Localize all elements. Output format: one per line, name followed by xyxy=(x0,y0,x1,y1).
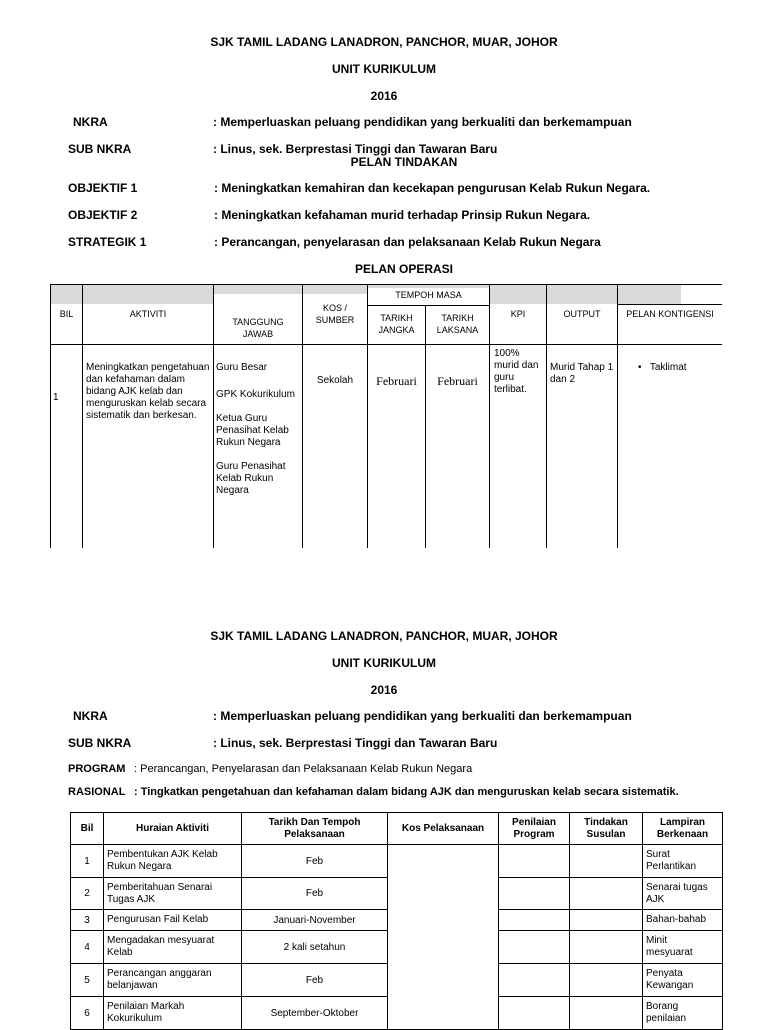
header-jawab: JAWAB xyxy=(242,329,274,339)
header-bil: BIL xyxy=(59,309,74,319)
cell-huraian: Mengadakan mesyuarat Kelab xyxy=(104,931,242,964)
header-kos: KOS / xyxy=(322,303,347,313)
cell-bil: 3 xyxy=(71,910,104,931)
header-pelan-kontigensi: PELAN KONTIGENSI xyxy=(626,309,714,319)
cell-tindakan xyxy=(570,878,643,910)
rasional-value: : Tingkatkan pengetahuan dan kefahaman dalam bidang AJK dan menguruskan kelab secara sistematik. xyxy=(134,786,679,798)
row1-kpi: 100% murid dan guru terlibat. xyxy=(494,348,539,395)
pelan-operasi-title: PELAN OPERASI xyxy=(354,262,453,276)
th-lampiran: Lampiran Berkenaan xyxy=(643,813,723,845)
cell-tindakan xyxy=(570,964,643,997)
cell-bil: 4 xyxy=(71,931,104,964)
row1-tanggung-jawab: Guru Besar GPK Kokurikulum Ketua Guru Penasihat Kelab Rukun Negara Guru Penasihat Kelab Rukun Negara xyxy=(216,362,295,496)
row1-tarikh-laksana: Februari xyxy=(437,374,478,388)
program-label: PROGRAM xyxy=(68,763,126,775)
objektif1-value: : Meningkatkan kemahiran dan kecekapan pengurusan Kelab Rukun Negara. xyxy=(214,181,651,195)
cell-bil: 6 xyxy=(71,997,104,1030)
cell-tarikh: 2 kali setahun xyxy=(242,931,388,964)
header-tanggung: TANGGUNG xyxy=(232,317,284,327)
objektif2-value: : Meningkatkan kefahaman murid terhadap Prinsip Rukun Negara. xyxy=(214,208,591,222)
cell-huraian: Penilaian Markah Kokurikulum xyxy=(104,997,242,1030)
cell-tarikh: Feb xyxy=(242,964,388,997)
table-header-row xyxy=(71,813,723,845)
row1-aktiviti: Meningkatkan pengetahuan dan kefahaman dalam bidang AJK kelab dan menguruskan kelab secara sistematik dan berkesan. xyxy=(86,362,210,421)
objektif1-label: OBJEKTIF 1 xyxy=(68,181,138,195)
cell-bil: 1 xyxy=(71,845,104,878)
aktiviti-table xyxy=(70,812,723,1030)
header-sumber: SUMBER xyxy=(315,315,355,325)
header-output: OUTPUT xyxy=(563,309,601,319)
cell-tarikh: Feb xyxy=(242,845,388,878)
header-kpi: KPI xyxy=(510,309,526,319)
nkra-value: : Memperluaskan peluang pendidikan yang berkualiti dan berkemampuan xyxy=(213,115,632,129)
table-row xyxy=(71,845,723,878)
header-tarikh-jangka-1: TARIKH xyxy=(380,313,413,323)
cell-lampiran: Senarai tugas AJK xyxy=(643,878,723,910)
program-value: : Perancangan, Penyelarasan dan Pelaksanaan Kelab Rukun Negara xyxy=(134,763,473,775)
cell-lampiran: Borang penilaian xyxy=(643,997,723,1030)
cell-tindakan xyxy=(570,910,643,931)
cell-penilaian xyxy=(499,964,570,997)
rasional-label: RASIONAL xyxy=(68,786,126,798)
th-huraian: Huraian Aktiviti xyxy=(104,813,242,845)
th-bil: Bil xyxy=(71,813,104,845)
nkra-label-2: NKRA xyxy=(73,709,108,723)
header-aktiviti: AKTIVITI xyxy=(129,309,167,319)
unit-title-2: UNIT KURIKULUM xyxy=(332,656,436,670)
nkra-label: NKRA xyxy=(73,115,108,129)
cell-tindakan xyxy=(570,845,643,878)
school-title-2: SJK TAMIL LADANG LANADRON, PANCHOR, MUAR, JOHOR xyxy=(210,629,558,643)
cell-tindakan xyxy=(570,931,643,964)
cell-kos xyxy=(388,845,499,1030)
th-tarikh: Tarikh Dan Tempoh Pelaksanaan xyxy=(242,813,388,845)
header-tarikh-laksana-2: LAKSANA xyxy=(436,325,479,335)
year-title-2: 2016 xyxy=(370,683,398,697)
cell-tarikh: Januari-November xyxy=(242,910,388,931)
bullet-icon: • xyxy=(638,362,642,373)
cell-penilaian xyxy=(499,931,570,964)
cell-lampiran: Bahan-bahab xyxy=(643,910,723,931)
row1-kontigensi: • Taklimat xyxy=(638,362,687,373)
cell-bil: 5 xyxy=(71,964,104,997)
cell-penilaian xyxy=(499,878,570,910)
subnkra-label: SUB NKRA xyxy=(68,142,132,156)
cell-huraian: Pemberitahuan Senarai Tugas AJK xyxy=(104,878,242,910)
row1-tarikh-jangka: Februari xyxy=(376,374,417,388)
year-title: 2016 xyxy=(370,89,398,103)
th-kos: Kos Pelaksanaan xyxy=(388,813,499,845)
cell-penilaian xyxy=(499,910,570,931)
pelan-tindakan-title: PELAN TINDAKAN xyxy=(350,155,458,169)
strategik-label: STRATEGIK 1 xyxy=(68,235,147,249)
cell-bil: 2 xyxy=(71,878,104,910)
strategik-value: : Perancangan, penyelarasan dan pelaksanaan Kelab Rukun Negara xyxy=(214,235,601,249)
th-penilaian: Penilaian Program xyxy=(499,813,570,845)
row1-bil: 1 xyxy=(53,392,59,403)
cell-tindakan xyxy=(570,997,643,1030)
cell-tarikh: September-Oktober xyxy=(242,997,388,1030)
cell-penilaian xyxy=(499,845,570,878)
unit-title: UNIT KURIKULUM xyxy=(332,62,436,76)
row1-output: Murid Tahap 1 dan 2 xyxy=(550,362,614,385)
subnkra-label-2: SUB NKRA xyxy=(68,736,132,750)
cell-huraian: Pembentukan AJK Kelab Rukun Negara xyxy=(104,845,242,878)
th-tindakan: Tindakan Susulan xyxy=(570,813,643,845)
subnkra-value-2: : Linus, sek. Berprestasi Tinggi dan Tawaran Baru xyxy=(213,736,498,750)
cell-huraian: Pengurusan Fail Kelab xyxy=(104,910,242,931)
row1-sumber: Sekolah xyxy=(316,375,354,386)
cell-lampiran: Minit mesyuarat xyxy=(643,931,723,964)
cell-lampiran: Surat Perlantikan xyxy=(643,845,723,878)
cell-tarikh: Feb xyxy=(242,878,388,910)
nkra-value-2: : Memperluaskan peluang pendidikan yang berkualiti dan berkemampuan xyxy=(213,709,632,723)
cell-huraian: Perancangan anggaran belanjawan xyxy=(104,964,242,997)
pelan-operasi-table xyxy=(50,284,722,548)
header-tempoh-masa: TEMPOH MASA xyxy=(395,290,462,300)
subnkra-value: : Linus, sek. Berprestasi Tinggi dan Tawaran Baru xyxy=(213,142,498,156)
cell-lampiran: Penyata Kewangan xyxy=(643,964,723,997)
header-tarikh-jangka-2: JANGKA xyxy=(378,325,415,335)
school-title: SJK TAMIL LADANG LANADRON, PANCHOR, MUAR, JOHOR xyxy=(210,35,558,49)
cell-penilaian xyxy=(499,997,570,1030)
header-tarikh-laksana-1: TARIKH xyxy=(441,313,474,323)
objektif2-label: OBJEKTIF 2 xyxy=(68,208,138,222)
